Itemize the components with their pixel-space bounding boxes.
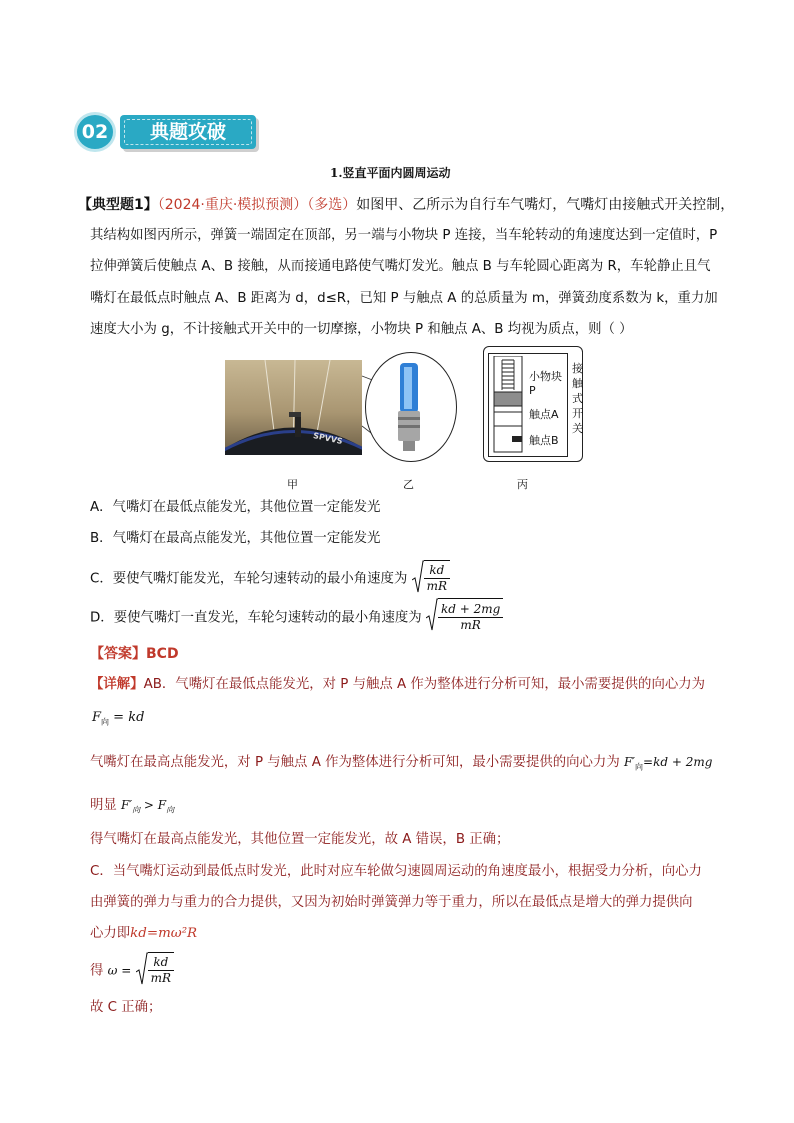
switch-box [483, 346, 583, 462]
explanation-ab-2: 气嘴灯在最高点能发光，对 P 与触点 A 作为整体进行分析可知，最小需要提供的向心力为 $F'_向=kd + 2mg$ [90, 755, 713, 772]
explanation-c-eq: kd=mω²R [130, 926, 198, 941]
problem-source: （2024·重庆·模拟预测）（多选） [157, 197, 357, 213]
explanation-ab-text-2: 气嘴灯在最高点能发光，对 P 与触点 A 作为整体进行分析可知，最小需要提供的向心力为 [90, 755, 620, 770]
problem-text-1: 如图甲、乙所示为自行车气嘴灯，气嘴灯由接触式开关控制， [356, 197, 735, 213]
header-title: 典题攻破 [124, 119, 252, 145]
problem-line-5: 速度大小为 g，不计接触式开关中的一切摩擦，小物块 P 和触点 A、B 均视为质点，则（ ） [90, 322, 633, 337]
label-contact-b: 触点B [529, 434, 559, 447]
explanation-c-1 [90, 862, 702, 882]
section-title: 1.竖直平面内圆周运动 [330, 166, 451, 180]
caption-yi: 乙 [403, 478, 414, 491]
fraction: $\frac{kd}{mR}$ [424, 563, 450, 594]
explanation-c-text-1: C．当气嘴灯运动到最低点时发光，此时对应车轮做匀速圆周运动的角速度最小，根据受力分析，向心力 [90, 864, 702, 879]
sqrt-expression [412, 560, 450, 597]
explanation-c-3 [90, 924, 197, 944]
option-b: B．气嘴灯在最高点能发光，其他位置一定能发光 [90, 531, 381, 546]
valve-light-circle [365, 352, 457, 462]
problem-label: 【典型题1】 [78, 197, 158, 213]
number-badge: 02 [74, 112, 116, 152]
f-symbol: F [92, 710, 102, 725]
explanation-c-4 [90, 952, 174, 988]
answer-value: BCD [146, 646, 179, 662]
option-c-text: C．要使气嘴灯能发光，车轮匀速转动的最小角速度为 [90, 571, 408, 587]
explanation-c-prefix: 心力即 [90, 926, 131, 941]
formula-f1: $F_向$ = kd [92, 710, 145, 727]
switch-inner [488, 353, 568, 457]
omega-symbol: ω = [107, 963, 132, 978]
caption-jia: 甲 [287, 478, 298, 491]
sqrt-expression [426, 598, 503, 637]
header-title-box [120, 115, 256, 149]
f-prime-symbol: F′ [623, 755, 636, 769]
figure [225, 346, 585, 496]
explanation-label: 【详解】 [90, 677, 144, 692]
option-d-text: D．要使气嘴灯一直发光，车轮匀速转动的最小角速度为 [90, 610, 422, 626]
answer-line [90, 644, 179, 664]
explanation-ab-3: 得气嘴灯在最高点能发光，其他位置一定能发光，故 A 错误，B 正确； [90, 832, 510, 847]
explanation-ab-1 [90, 675, 705, 695]
answer-label: 【答案】 [90, 646, 146, 662]
obvious-text: 明显 [90, 798, 117, 813]
sqrt-expression [136, 952, 174, 989]
label-contact-a: 触点A [529, 408, 559, 421]
problem-line-3: 拉伸弹簧后使触点 A、B 接触，从而接通电路使气嘴灯发光。触点 B 与车轮圆心距离为 R，车轮静止且气 [90, 259, 711, 274]
option-a: A．气嘴灯在最低点能发光，其他位置一定能发光 [90, 500, 381, 515]
explanation-c4-prefix: 得 [90, 963, 104, 979]
explanation-c-2: 由弹簧的弹力与重力的合力提供，又因为初始时弹簧弹力等于重力，所以在最低点是增大的弹力提供向 [90, 895, 693, 910]
tire-text: SPVVS [312, 431, 344, 446]
problem-line-4: 嘴灯在最低点时触点 A、B 距离为 d，d≤R，已知 P 与触点 A 的总质量为 m，弹簧劲度系数为 k，重力加 [90, 291, 718, 306]
explanation-obvious [90, 795, 174, 820]
label-small-block-p: 小物块P [529, 370, 562, 397]
problem-line-2: 其结构如图丙所示，弹簧一端固定在顶部，另一端与小物块 P 连接，当车轮转动的角速度达到一定值时，P [90, 228, 718, 243]
problem-line-1 [78, 195, 734, 215]
inequality: $F'_向 > F_向$ [121, 798, 175, 815]
caption-bing: 丙 [517, 478, 528, 491]
explanation-ab-text-1: AB．气嘴灯在最低点能发光，对 P 与触点 A 作为整体进行分析可知，最小需要提供的向心力为 [143, 677, 706, 692]
explanation-c-5: 故 C 正确； [90, 1000, 162, 1015]
fraction: $\frac{kd + 2mg}{mR}$ [438, 602, 503, 633]
formula-f2-eq: =kd + 2mg [643, 755, 713, 769]
label-contact-switch: 接 触 式 开 关 [572, 362, 583, 435]
option-c [90, 560, 450, 596]
fraction: $\frac{kd}{mR}$ [148, 955, 174, 986]
formula-f1-eq: = kd [113, 710, 145, 725]
option-d [90, 598, 503, 636]
section-header [74, 112, 258, 152]
